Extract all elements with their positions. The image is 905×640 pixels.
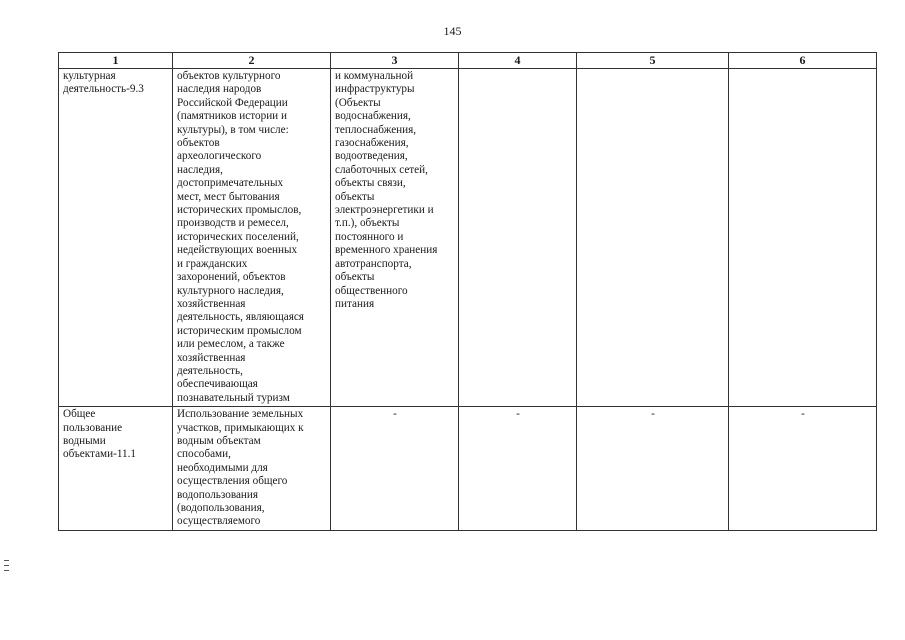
cell-text: Общее пользование водными объектами-11.1: [63, 408, 136, 461]
table-cell-col4: [459, 69, 577, 407]
table-cell-objects: [331, 69, 459, 407]
cell-text: -: [516, 408, 520, 421]
table-row: [59, 69, 877, 407]
table-row: [59, 407, 877, 531]
column-header-5: 5: [577, 53, 729, 69]
scan-edge-marks: [4, 560, 10, 582]
column-header-4: 4: [459, 53, 577, 69]
page-number: 145: [443, 24, 462, 38]
scan-mark: [4, 565, 9, 566]
scan-mark: [4, 560, 9, 561]
column-header-3: 3: [331, 53, 459, 69]
scan-mark: [4, 570, 9, 571]
cell-text: -: [801, 408, 805, 421]
table-cell-col6: [729, 69, 877, 407]
cell-text: культурная деятельность-9.3: [63, 70, 144, 96]
column-header-1: 1: [59, 53, 173, 69]
column-header-2: 2: [173, 53, 331, 69]
cell-text: -: [651, 408, 655, 421]
table-cell-col4: [459, 407, 577, 531]
table-cell-col6: [729, 407, 877, 531]
table-cell-col5: [577, 69, 729, 407]
column-header-6: 6: [729, 53, 877, 69]
cell-text: объектов культурного наследия народов Российской Федерации (памятников истории и культуры), в том числе: объектов археологического наследия, достопримечательных мест, мест бытования исторических промыслов, производств и ремесел, исторических поселений, недействующих военных и гражданских захоронений, объектов культурного наследия, хозяйственная деятельность, являющаяся историческим промыслом или ремеслом, а также хозяйственная деятельность, обеспечивающая познавательный туризм: [177, 70, 304, 404]
cell-text: -: [393, 408, 397, 421]
table-cell-activity-name: [59, 69, 173, 407]
cell-text: и коммунальной инфраструктуры (Объекты водоснабжения, теплоснабжения, газоснабжения, водоотведения, слаботочных сетей, объекты связи, объекты электроэнергетики и т.п.), объекты постоянного и временного хранения автотранспорта, объекты общественного питания: [335, 70, 438, 310]
cell-text: Использование земельных участков, примыкающих к водным объектам способами, необходимыми для осуществления общего водопользования (водопользования, осуществляемого: [177, 408, 304, 528]
regulations-table: [58, 52, 877, 531]
table-cell-description: [173, 407, 331, 531]
table-cell-objects: [331, 407, 459, 531]
table-cell-activity-name: [59, 407, 173, 531]
table-cell-col5: [577, 407, 729, 531]
table-header-row: [59, 53, 877, 69]
table-cell-description: [173, 69, 331, 407]
